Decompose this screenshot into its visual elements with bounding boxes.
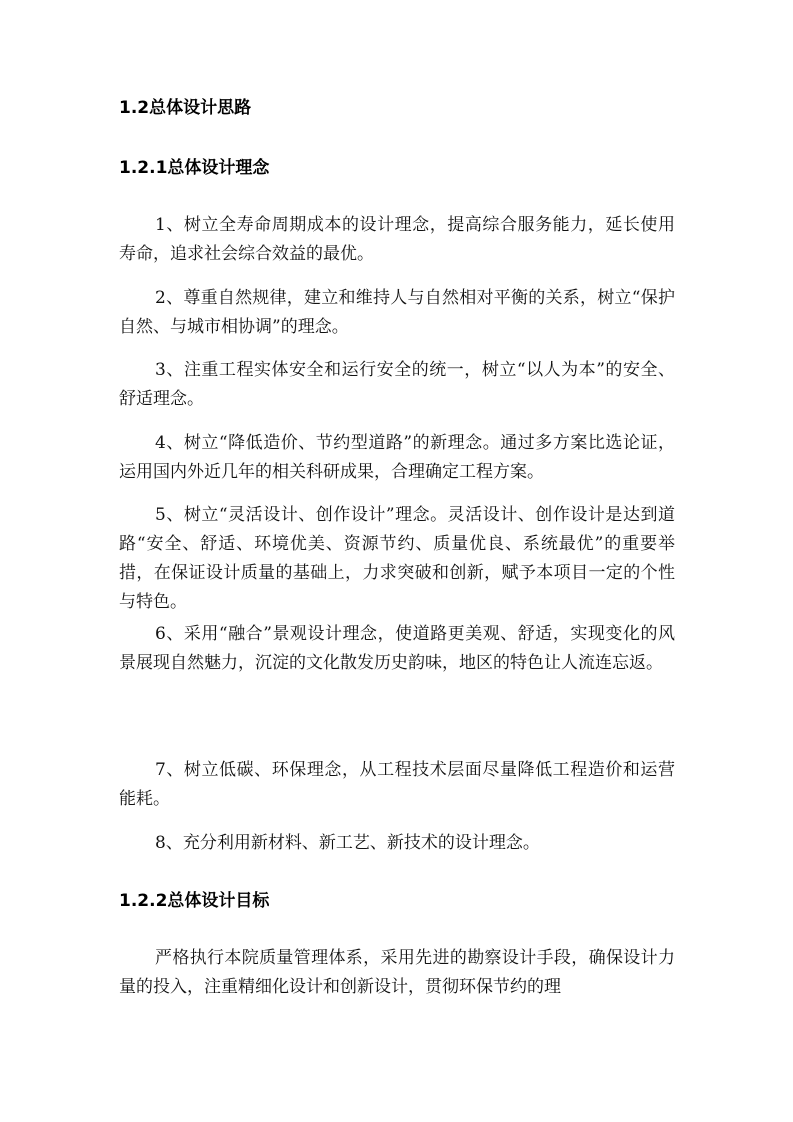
- subsection-title-design-concept: 1.2.1总体设计理念: [119, 158, 270, 178]
- paragraph-goal-1: 严格执行本院质量管理体系，采用先进的勘察设计手段，确保设计力量的投入，注重精细化设计和创新设计，贯彻环保节约的理: [119, 948, 675, 997]
- paragraph-concept-4: 4、树立“降低造价、节约型道路”的新理念。通过多方案比选论证，运用国内外近几年的相关科研成果，合理确定工程方案。: [119, 433, 675, 482]
- paragraph-concept-3: 3、注重工程实体安全和运行安全的统一，树立“以人为本”的安全、舒适理念。: [119, 360, 675, 409]
- paragraph-concept-1: 1、树立全寿命周期成本的设计理念，提高综合服务能力，延长使用寿命，追求社会综合效益的最优。: [119, 215, 675, 264]
- paragraph-concept-7: 7、树立低碳、环保理念，从工程技术层面尽量降低工程造价和运营能耗。: [119, 760, 675, 809]
- paragraph-concept-5: 5、树立“灵活设计、创作设计”理念。灵活设计、创作设计是达到道路“安全、舒适、环境优美、资源节约、质量优良、系统最优”的重要举措，在保证设计质量的基础上，力求突破和创新，赋予本项目一定的个性与特色。: [119, 505, 675, 612]
- paragraph-concept-8: 8、充分利用新材料、新工艺、新技术的设计理念。: [155, 833, 540, 853]
- paragraph-concept-2: 2、尊重自然规律，建立和维持人与自然相对平衡的关系，树立“保护自然、与城市相协调”的理念。: [119, 288, 675, 337]
- subsection-title-design-goal: 1.2.2总体设计目标: [119, 891, 270, 911]
- paragraph-concept-6: 6、采用“融合”景观设计理念，使道路更美观、舒适，实现变化的风景展现自然魅力，沉淀的文化散发历史韵味，地区的特色让人流连忘返。: [119, 624, 675, 673]
- section-title: 1.2总体设计思路: [119, 98, 252, 118]
